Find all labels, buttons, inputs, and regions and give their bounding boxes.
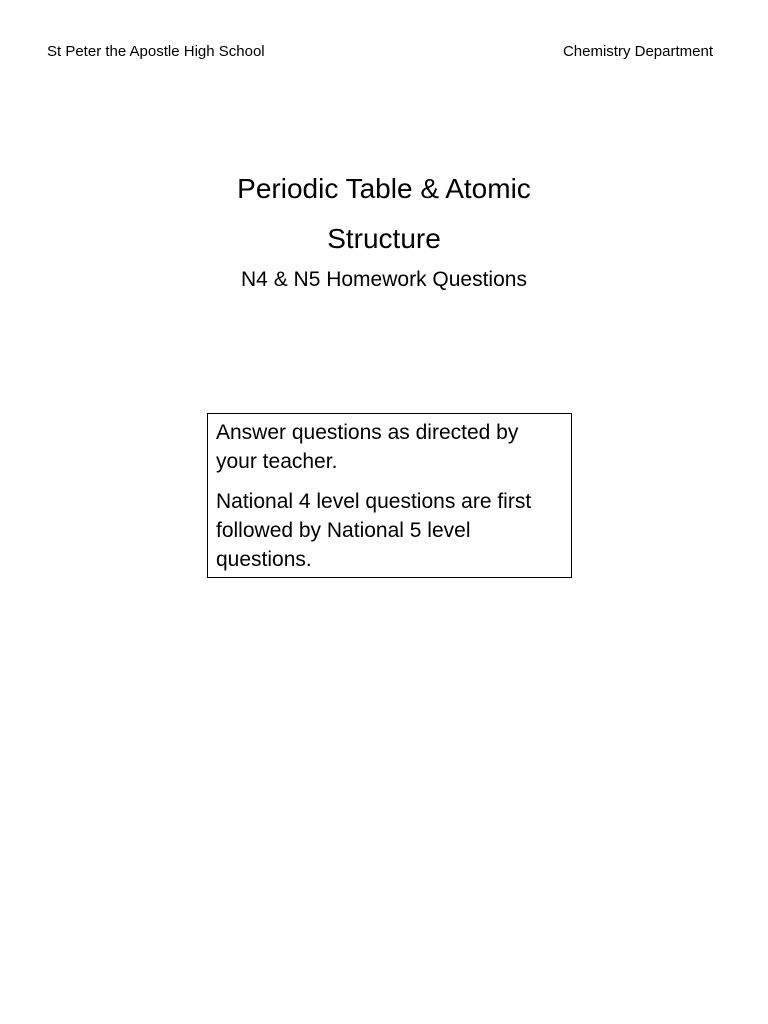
school-name: St Peter the Apostle High School [47, 43, 265, 60]
instruction-paragraph-1: Answer questions as directed by your teacher. [216, 421, 519, 473]
instructions-box [207, 413, 572, 578]
page-title [0, 164, 768, 264]
page-subtitle: N4 & N5 Homework Questions [241, 268, 527, 291]
page-title-line-2: Structure [327, 223, 441, 254]
instruction-paragraph-2: National 4 level questions are first followed by National 5 level questions. [216, 490, 532, 571]
department-name: Chemistry Department [562, 43, 713, 60]
page-title-line-1: Periodic Table & Atomic [237, 173, 531, 204]
